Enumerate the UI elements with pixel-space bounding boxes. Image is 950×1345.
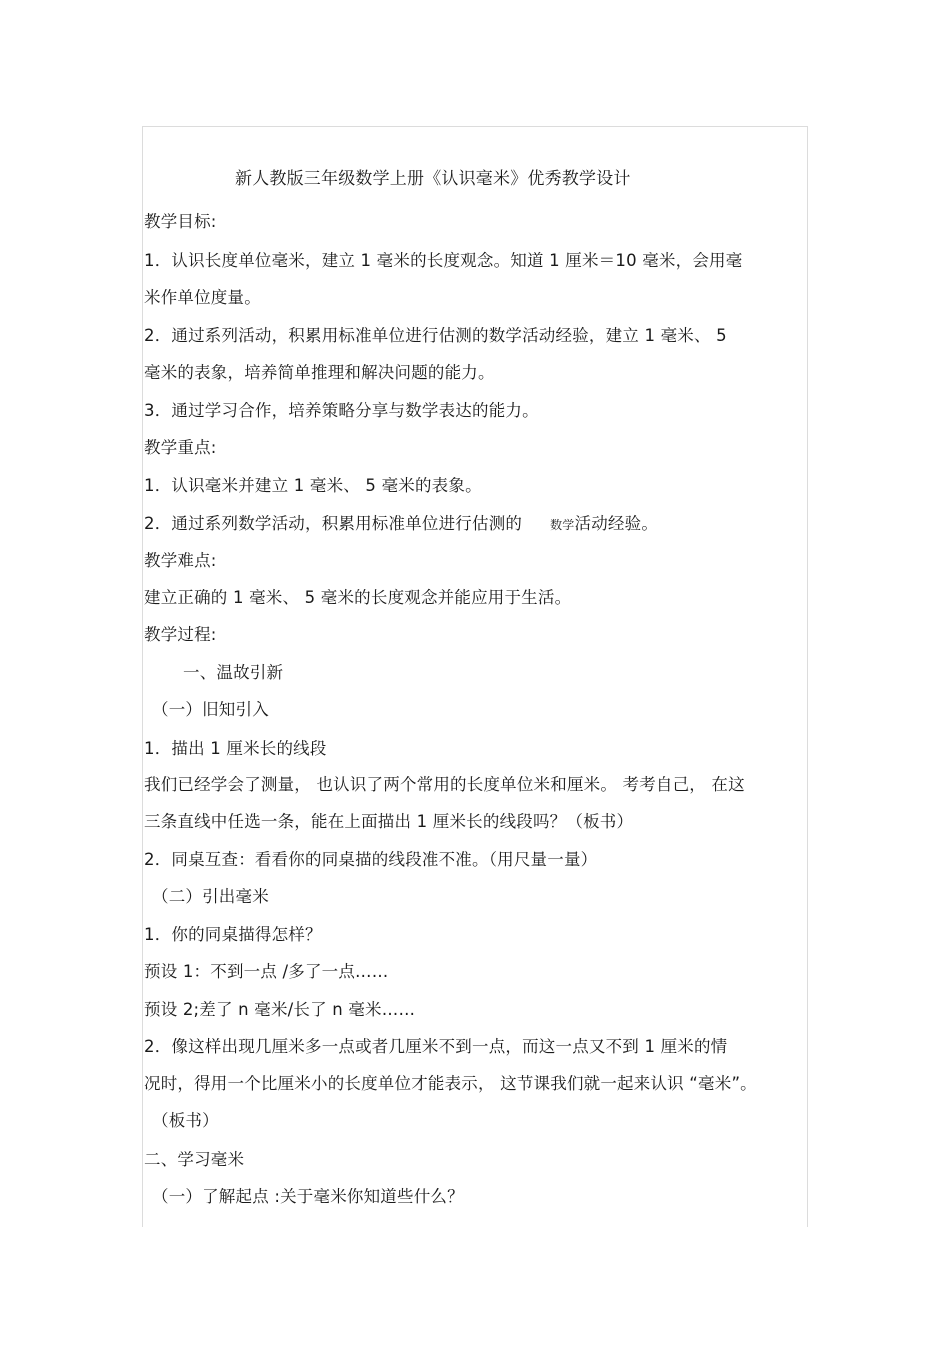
goals-heading: 教学目标: [144, 212, 217, 231]
key-point-2 [144, 512, 658, 537]
step-3-line-3: （板书） [152, 1111, 219, 1130]
goal-3: 3．通过学习合作，培养策略分享与数学表达的能力。 [144, 401, 539, 420]
preset-1: 预设 1：不到一点 /多了一点…… [144, 962, 389, 981]
key-point-1: 1．认识毫米并建立 1 毫米、 5 毫米的表象。 [144, 476, 482, 495]
document-title: 新人教版三年级数学上册《认识毫米》优秀教学设计 [235, 169, 631, 189]
step-3-line-1: 2．像这样出现几厘米多一点或者几厘米不到一点，而这一点又不到 1 厘米的情 [144, 1037, 728, 1056]
process-heading: 教学过程: [144, 625, 217, 644]
goal-2-line-1: 2．通过系列活动，积累用标准单位进行估测的数学活动经验，建立 1 毫米、 5 [144, 326, 727, 345]
step-1: 1．描出 1 厘米长的线段 [144, 739, 327, 758]
section-1-heading: 一、温故引新 [183, 663, 284, 682]
key-point-2-main: 2．通过系列数学活动，积累用标准单位进行估测的 [144, 514, 523, 533]
goal-1-line-1: 1．认识长度单位毫米，建立 1 毫米的长度观念。知道 1 厘米＝10 毫米，会用毫 [144, 251, 743, 270]
step-3-line-2: 况时，得用一个比厘米小的长度单位才能表示， 这节课我们就一起来认识 “毫米”。 [144, 1074, 757, 1093]
subsection-1-heading: （一）旧知引入 [152, 700, 269, 719]
key-points-heading: 教学重点: [144, 438, 217, 457]
section-2-heading: 二、学习毫米 [144, 1150, 245, 1169]
subsection-2-heading: （二）引出毫米 [152, 887, 269, 906]
paragraph-1-line-1: 我们已经学会了测量， 也认识了两个常用的长度单位米和厘米。 考考自己， 在这 [144, 775, 745, 794]
subsection-3-heading: （一）了解起点 :关于毫米你知道些什么？ [152, 1187, 464, 1206]
paragraph-1-line-2: 三条直线中任选一条，能在上面描出 1 厘米长的线段吗？（板书） [144, 812, 634, 831]
key-point-2-small: 数学 [550, 518, 575, 532]
goal-2-line-2: 毫米的表象，培养简单推理和解决问题的能力。 [144, 363, 495, 382]
goal-1-line-2: 米作单位度量。 [144, 288, 261, 307]
difficulty-heading: 教学难点: [144, 551, 217, 570]
key-point-2-tail: 活动经验。 [574, 514, 659, 533]
question-1: 1．你的同桌描得怎样？ [144, 925, 322, 944]
difficulty-1: 建立正确的 1 毫米、 5 毫米的长度观念并能应用于生活。 [144, 588, 572, 607]
preset-2: 预设 2;差了 n 毫米/长了 n 毫米…… [144, 1000, 416, 1019]
step-2: 2．同桌互查：看看你的同桌描的线段准不准。（用尺量一量） [144, 850, 598, 869]
